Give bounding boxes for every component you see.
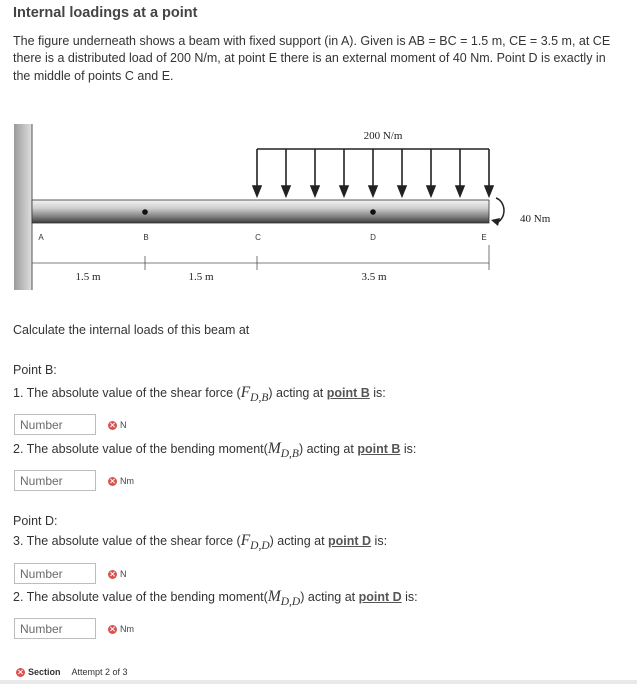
bottom-divider	[0, 680, 637, 684]
problem-description: The figure underneath shows a beam with fixed support (in A). Given is AB = BC = 1.5 m, CE = 3.5 m, at CE there is a distributed load of 200 N/m, at point E there is an external moment of 40 Nm. Point D is exactly in the middle of points C and E.	[13, 34, 611, 83]
beam-figure	[0, 0, 637, 300]
unit-indicator: Nm	[108, 624, 134, 634]
unit-indicator: N	[108, 569, 127, 579]
dimension-line	[32, 245, 489, 270]
point-d-dot	[370, 209, 376, 215]
calculate-instruction: Calculate the internal loads of this beam at	[13, 323, 250, 337]
question-4: 2. The absolute value of the bending moment(MD,D) acting at point D is:	[13, 588, 418, 608]
incorrect-icon	[16, 668, 25, 677]
beam	[32, 200, 489, 223]
incorrect-icon	[108, 477, 117, 486]
point-d-heading: Point D:	[13, 514, 58, 528]
point-label-d: D	[370, 233, 376, 242]
attempt-counter: Attempt 2 of 3	[71, 667, 128, 677]
page-title: Internal loadings at a point	[13, 5, 198, 21]
bending-moment-d-input[interactable]	[14, 618, 96, 639]
question-3: 3. The absolute value of the shear force (FD,D) acting at point D is:	[13, 532, 388, 552]
load-label: 200 N/m	[363, 130, 403, 142]
unit-indicator: Nm	[108, 476, 134, 486]
point-b-heading: Point B:	[13, 363, 57, 377]
dimension-ce: 3.5 m	[361, 271, 387, 283]
dimension-bc: 1.5 m	[188, 271, 214, 283]
point-label-c: C	[255, 233, 261, 242]
point-label-a: A	[38, 233, 44, 242]
fixed-support-wall	[14, 124, 32, 290]
point-b-dot	[142, 209, 148, 215]
question-1: 1. The absolute value of the shear force (FD,B) acting at point B is:	[13, 384, 386, 404]
dimension-ab: 1.5 m	[75, 271, 101, 283]
shear-force-b-input[interactable]	[14, 414, 96, 435]
incorrect-icon	[108, 570, 117, 579]
incorrect-icon	[108, 421, 117, 430]
unit-indicator: N	[108, 420, 127, 430]
question-2: 2. The absolute value of the bending moment(MD,B) acting at point B is:	[13, 440, 417, 460]
section-label: Section	[28, 667, 61, 677]
bending-moment-b-input[interactable]	[14, 470, 96, 491]
point-label-e: E	[481, 233, 487, 242]
section-footer	[16, 667, 128, 677]
incorrect-icon	[108, 625, 117, 634]
point-label-b: B	[143, 233, 149, 242]
shear-force-d-input[interactable]	[14, 563, 96, 584]
distributed-load	[253, 149, 493, 196]
moment-label: 40 Nm	[520, 213, 551, 225]
